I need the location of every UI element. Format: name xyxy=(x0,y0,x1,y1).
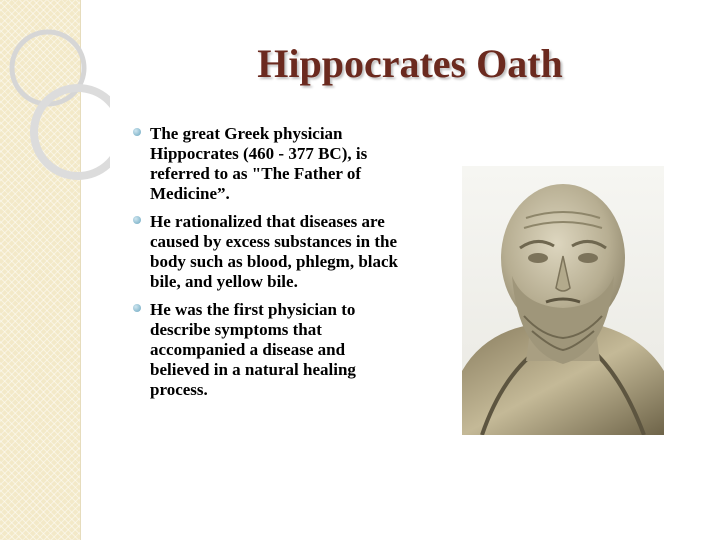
bullet-icon xyxy=(133,216,141,224)
hippocrates-bust-image xyxy=(462,166,664,435)
bullet-list xyxy=(130,124,400,408)
bullet-icon xyxy=(133,128,141,136)
bullet-text: He rationalized that diseases are caused by excess substances in the body such as blood, phlegm, black bile, and yellow bile. xyxy=(150,212,398,291)
bullet-item xyxy=(130,212,400,292)
bullet-text: He was the first physician to describe symptoms that accompanied a disease and believed in a natural healing process. xyxy=(150,300,356,399)
bullet-text: The great Greek physician Hippocrates (460 - 377 BC), is referred to as "The Father of Medicine”. xyxy=(150,124,368,203)
bullet-icon xyxy=(133,304,141,312)
bullet-item xyxy=(130,300,400,400)
bullet-item xyxy=(130,124,400,204)
slide-title: Hippocrates Oath xyxy=(257,41,563,86)
decorative-rings xyxy=(0,0,110,200)
